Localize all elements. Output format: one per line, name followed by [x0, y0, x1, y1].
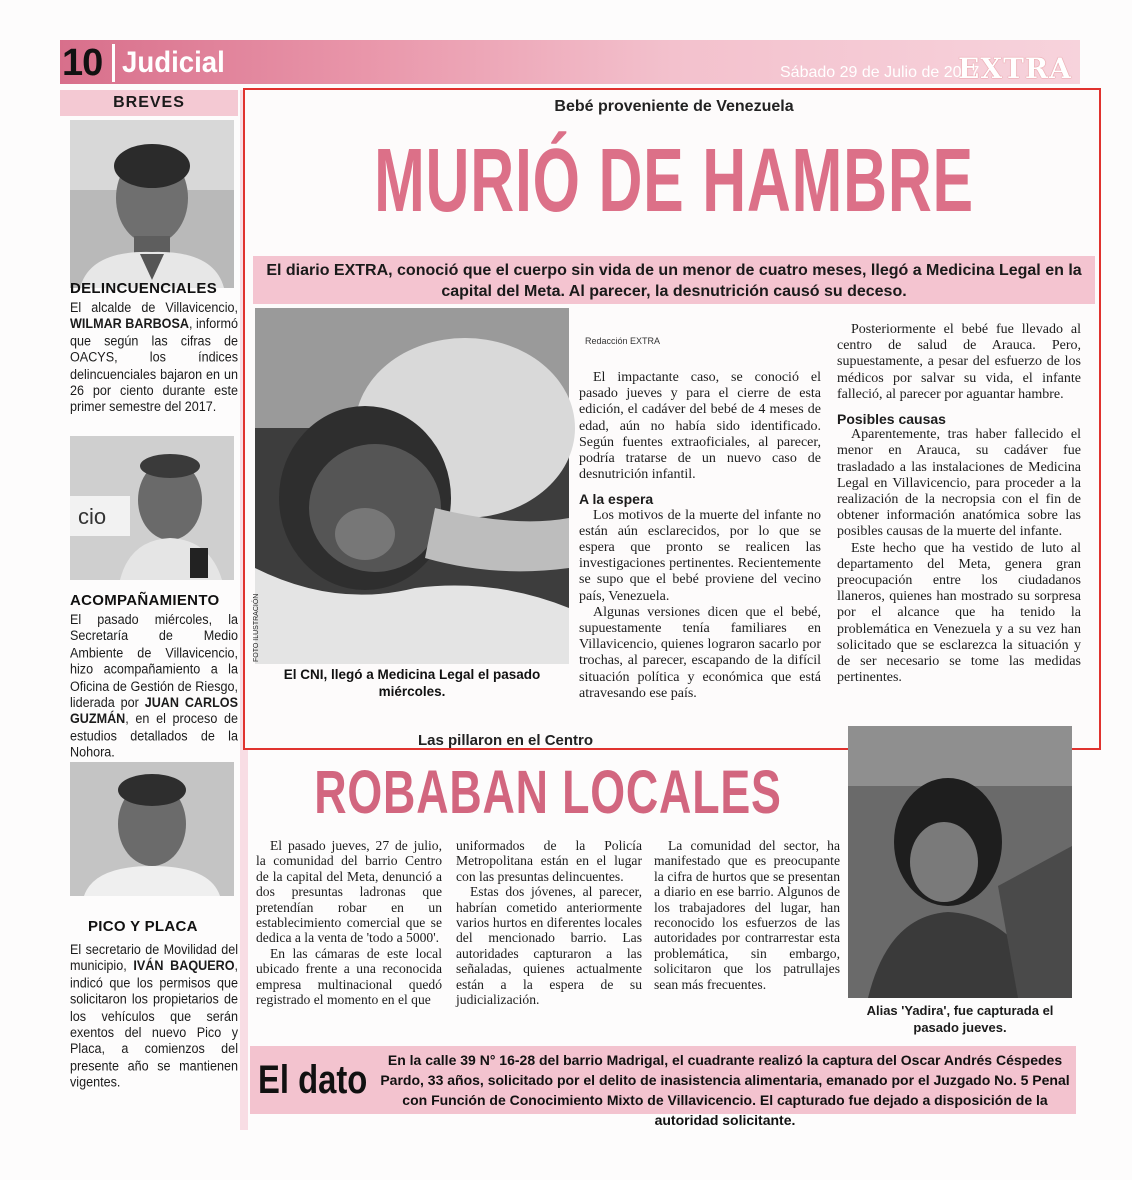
photo-illustration — [848, 726, 1072, 998]
paragraph: En las cámaras de este local ubicado frente a una reconocida empresa multinacional quedó registrado el momento en el que — [256, 945, 442, 1008]
page-number: 10 — [62, 42, 103, 84]
baby-photo — [255, 308, 569, 664]
second-story-headline: ROBABAN LOCALES — [314, 756, 782, 827]
main-story-box — [243, 88, 1101, 750]
paragraph: El pasado jueves, 27 de julio, la comunidad del barrio Centro de la capital del Meta, denunció a dos presuntas ladronas que pretendían robar en un establecimiento comercial que se dedica a la venta de 'todo a 5000'. — [256, 838, 442, 946]
brief-title-delincuenciales: DELINCUENCIALES — [70, 280, 218, 297]
photo-credit: FOTO ILUSTRACIÓN — [253, 593, 260, 662]
photo-illustration — [255, 308, 569, 664]
briefs-title: BREVES — [113, 94, 185, 111]
subheading-a-la-espera: A la espera — [579, 491, 654, 508]
main-story-headline: MURIÓ DE HAMBRE — [374, 129, 974, 231]
main-story-column-2 — [837, 322, 1081, 686]
el-dato-label: El dato — [258, 1058, 368, 1102]
paragraph: La comunidad del sector, ha manifestado que es preocupante la cifra de hurtos que se presentan a diario en ese barrio. Algunos de los trabajadores del lugar, han reconocido los esfuerzos de las autoridades por contrarrestar esta problemática, sin embargo, solicitaron que los patrullajes sean más frecuentes. — [654, 838, 840, 992]
second-story-column-1 — [256, 838, 442, 1007]
main-story-byline: Redacción EXTRA — [585, 336, 661, 346]
main-photo-caption: El CNI, llegó a Medicina Legal el pasado miércoles. — [283, 667, 541, 699]
portrait-illustration — [70, 762, 234, 896]
brief-text-acompanamiento: El pasado miércoles, la Secretaría de Medio Ambiente de Villavicencio, hizo acompañamiento a la Oficina de Gestión de Riesgo, liderada por JUAN CARLOS GUZMÁN, en el proceso de estudios detallados de la Nohora. — [70, 612, 238, 761]
mobility-secretary-photo — [70, 762, 234, 896]
second-story-column-2 — [456, 838, 642, 1007]
header-divider — [112, 44, 115, 82]
paragraph: Este hecho que ha vestido de luto al departamento del Meta, genera gran preocupación entre los ciudadanos llaneros, quienes han mostrado su sorpresa por el alcance que ha tenido la problemática en Venezuela y a su vez han solicitado que se esclarezca la situación y de ser necesario se tome las medidas pertinentes. — [837, 540, 1081, 686]
issue-date: Sábado 29 de Julio de 2017 — [780, 64, 980, 81]
second-story-column-3 — [654, 838, 840, 992]
portrait-illustration — [70, 120, 234, 288]
main-story-column-1 — [579, 370, 821, 702]
section-name: Judicial — [122, 46, 225, 79]
paragraph: El impactante caso, se conoció el pasado jueves y para el cierre de esta edición, el cadáver del bebé de 4 meses de edad, aún no había sido identificado. Según fuentes extraoficiales, al parecer, podría tratarse de un nuevo caso de desnutrición infantil. — [579, 370, 821, 483]
svg-text:cio: cio — [78, 504, 107, 529]
suspect-photo-caption: Alias 'Yadira', fue capturada el pasado jueves. — [866, 1003, 1054, 1035]
main-story-kicker: Bebé proveniente de Venezuela — [554, 98, 794, 115]
brief-title-acompanamiento: ACOMPAÑAMIENTO — [70, 592, 220, 609]
paragraph: uniformados de la Policía Metropolitana están en el lugar con las presuntas delincuentes. — [456, 838, 642, 884]
brief-text-delincuenciales: El alcalde de Villavicencio, WILMAR BARBOSA, informó que según las cifras de OACYS, los índices delincuenciales bajaron en un 26 por ciento durante este primer semestre del 2017. — [70, 300, 238, 415]
portrait-illustration — [70, 436, 234, 580]
paragraph: Estas dos jóvenes, al parecer, habrían cometido anteriormente varios hurtos en diferentes locales del mencionado barrio. Las autoridades capturaron a las señaladas, quienes actualmente están a la espera de su judicialización. — [456, 884, 642, 1008]
second-story-kicker: Las pillaron en el Centro — [418, 732, 594, 749]
el-dato-text: En la calle 39 N° 16-28 del barrio Madrigal, el cuadrante realizó la captura del Oscar Andrés Céspedes Pardo, 33 años, solicitado por el delito de inasistencia alimentaria, emanado por el Juzgado No. 5 Penal con Función de Conocimiento Mixto de Villavicencio. El capturado fue dejado a disposición de la autoridad solicitante. — [380, 1052, 1070, 1128]
paragraph: Algunas versiones dicen que el bebé, supuestamente tenía familiares en Villavicencio, quienes lograron sacarlo por trochas, al parecer, escapando de la difícil situación política y económica que está atravesando ese país. — [579, 604, 821, 701]
briefs-column — [60, 90, 238, 1130]
paragraph: Posteriormente el bebé fue llevado al centro de salud de Arauca. Pero, supuestamente, a pesar del esfuerzo de los médicos por salvar su vida, el infante falleció, al parecer por aguantar hambre. — [837, 322, 1081, 402]
brief-text-pico-y-placa: El secretario de Movilidad del municipio, IVÁN BAQUERO, indicó que los permisos que solicitaron los propietarios de los vehículos que serán exentos del nuevo Pico y Placa, a comienzos del presente año se mantienen vigentes. — [70, 942, 238, 1091]
suspect-photo — [848, 726, 1072, 998]
paragraph: Los motivos de la muerte del infante no están aún esclarecidos, por lo que se espera que pronto se realicen las investigaciones pertinentes. Recientemente se supo que el bebé proviene del vecino país, Venezuela. — [579, 507, 821, 604]
paragraph: Aparentemente, tras haber fallecido el menor en Arauca, su cadáver fue trasladado a las instalaciones de Medicina Legal en Villavicencio, para proceder a la realización de la necropsia con el fin de obtener información anatómica sobre las posibles causas de la muerte del infante. — [837, 427, 1081, 540]
mayor-photo — [70, 120, 234, 288]
brief-title-pico-y-placa: PICO Y PLACA — [88, 918, 198, 935]
subheading-posibles-causas: Posibles causas — [837, 411, 946, 428]
newspaper-logo: EXTRA — [958, 52, 1072, 85]
official-photo — [70, 436, 234, 580]
main-story-deck: El diario EXTRA, conoció que el cuerpo sin vida de un menor de cuatro meses, llegó a Medicina Legal en la capital del Meta. Al parecer, la desnutrición causó su deceso. — [266, 262, 1082, 300]
